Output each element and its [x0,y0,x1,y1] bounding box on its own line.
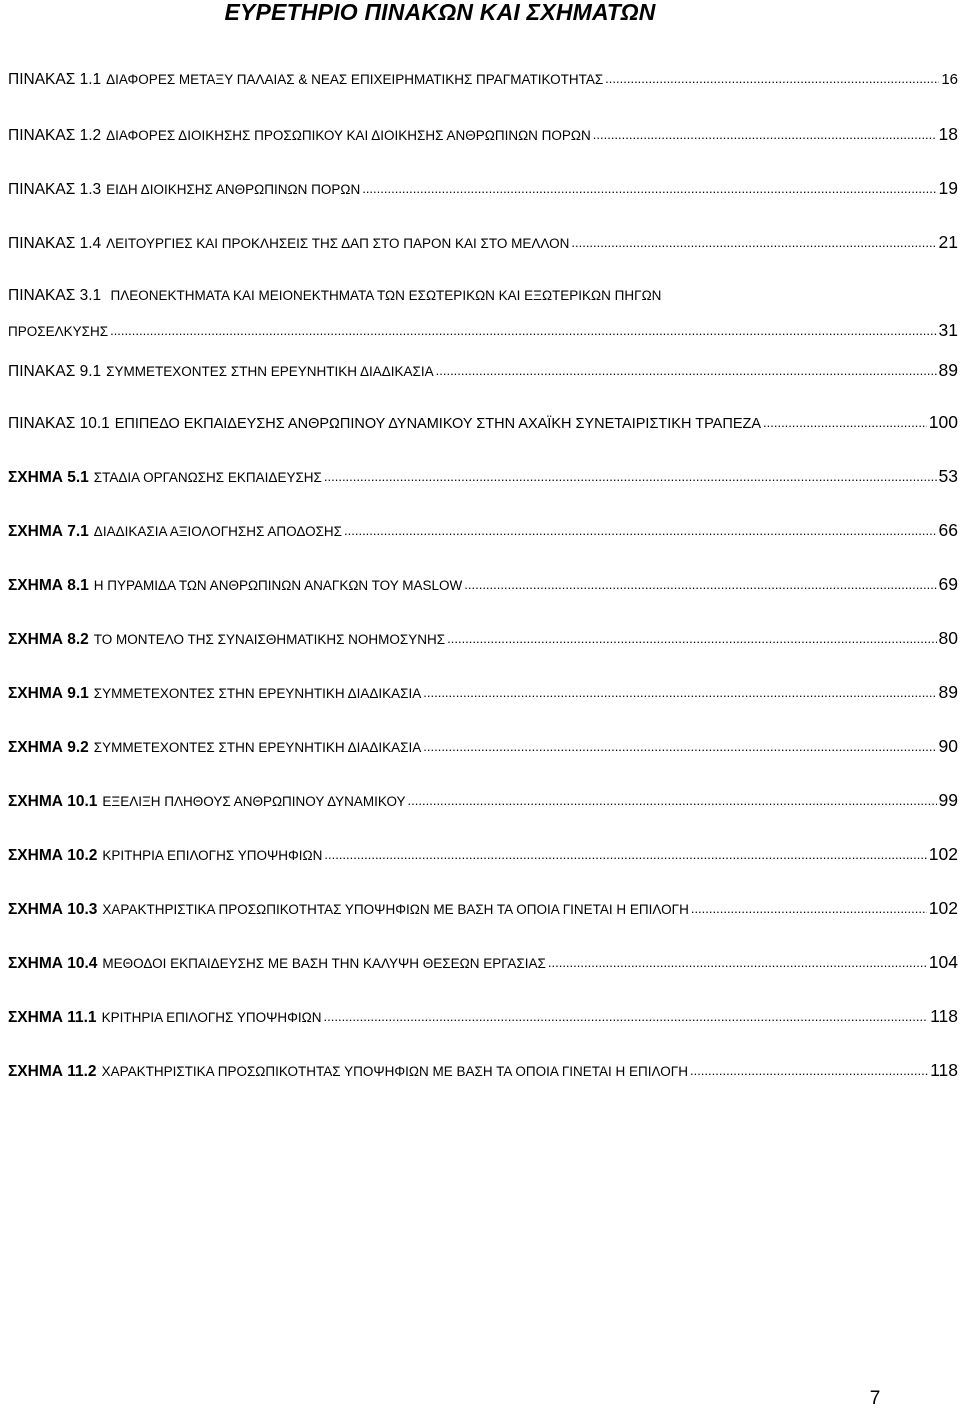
entry-title: ΣΥΜΜΕΤΕΧΟΝΤΕΣ ΣΤΗΝ ΕΡΕΥΝΗΤΙΚΗ ΔΙΑΔΙΚΑΣΙΑ [93,686,422,701]
toc-entry[interactable] [8,124,960,178]
entry-title: ΚΡΙΤΗΡΙΑ ΕΠΙΛΟΓΗΣ ΥΠΟΨΗΦΙΩΝ [101,1010,322,1025]
dot-leader [548,953,927,973]
entry-prefix: ΣΧΗΜΑ 5.1 [8,469,89,486]
entry-prefix: ΣΧΗΜΑ 10.3 [8,901,98,918]
entry-page-number: 89 [938,360,958,380]
toc-entry[interactable] [8,736,960,790]
toc-entry[interactable] [8,1006,960,1060]
entry-page-number: 53 [938,466,958,486]
dot-leader [408,791,937,811]
entry-page-number: 118 [930,1060,958,1080]
dot-leader [763,413,927,433]
entry-page-number: 80 [938,628,958,648]
entry-prefix: ΣΧΗΜΑ 11.2 [8,1063,97,1080]
entry-prefix: ΠΙΝΑΚΑΣ 10.1 [8,415,110,432]
toc-entry[interactable] [8,466,960,520]
entry-page-number: 90 [938,736,958,756]
toc-entry[interactable] [8,412,960,466]
entry-prefix: ΠΙΝΑΚΑΣ 1.1 [8,71,102,88]
entry-prefix: ΣΧΗΜΑ 10.1 [8,793,98,810]
entry-page-number: 99 [938,790,958,810]
dot-leader [690,1061,928,1081]
dot-leader [423,683,936,703]
toc-entry[interactable] [8,898,960,952]
toc-entry[interactable] [8,952,960,1006]
entry-prefix: ΣΧΗΜΑ 9.1 [8,685,89,702]
entry-prefix: ΣΧΗΜΑ 10.2 [8,847,98,864]
entry-prefix: ΣΧΗΜΑ 8.1 [8,577,89,594]
entry-prefix: ΣΧΗΜΑ 8.2 [8,631,89,648]
entry-page-number: 18 [938,124,958,144]
dot-leader [324,845,926,865]
entry-title: ΧΑΡΑΚΤΗΡΙΣΤΙΚΑ ΠΡΟΣΩΠΙΚΟΤΗΤΑΣ ΥΠΟΨΗΦΙΩΝ ΜΕ ΒΑΣΗ ΤΑ ΟΠΟΙΑ ΓΙΝΕΤΑΙ Η ΕΠΙΛΟΓΗ [101,1064,688,1079]
entry-page-number: 69 [938,574,958,594]
entry-title: ΣΥΜΜΕΤΕΧΟΝΤΕΣ ΣΤΗΝ ΕΡΕΥΝΗΤΙΚΗ ΔΙΑΔΙΚΑΣΙΑ [93,740,422,755]
entry-page-number: 21 [938,232,958,252]
entry-page-number: 102 [928,844,958,864]
toc-list [8,70,960,1114]
entry-title: Η ΠΥΡΑΜΙΔΑ ΤΩΝ ΑΝΘΡΩΠΙΝΩΝ ΑΝΑΓΚΩΝ ΤΟΥ MASLOW [93,578,463,593]
dot-leader [593,125,937,145]
toc-entry[interactable] [8,520,960,574]
entry-title: ΧΑΡΑΚΤΗΡΙΣΤΙΚΑ ΠΡΟΣΩΠΙΚΟΤΗΤΑΣ ΥΠΟΨΗΦΙΩΝ ΜΕ ΒΑΣΗ ΤΑ ΟΠΟΙΑ ΓΙΝΕΤΑΙ Η ΕΠΙΛΟΓΗ [102,902,689,917]
entry-title: ΕΞΕΛΙΞΗ ΠΛΗΘΟΥΣ ΑΝΘΡΩΠΙΝΟΥ ΔΥΝΑΜΙΚΟΥ [102,794,406,809]
toc-entry[interactable] [8,178,960,232]
entry-prefix: ΣΧΗΜΑ 9.2 [8,739,89,756]
entry-title: ΛΕΙΤΟΥΡΓΙΕΣ ΚΑΙ ΠΡΟΚΛΗΣΕΙΣ ΤΗΣ ΔΑΠ ΣΤΟ ΠΑΡΟΝ ΚΑΙ ΣΤΟ ΜΕΛΛΟΝ [106,236,570,251]
entry-title: ΕΠΙΠΕΔΟ ΕΚΠΑΙΔΕΥΣΗΣ ΑΝΘΡΩΠΙΝΟΥ ΔΥΝΑΜΙΚΟΥ ΣΤΗΝ ΑΧΑΪΚΗ ΣΥΝΕΤΑΙΡΙΣΤΙΚΗ ΤΡΑΠΕΖΑ [114,416,762,432]
entry-page-number: 89 [938,682,958,702]
entry-title: ΠΛΕΟΝΕΚΤΗΜΑΤΑ ΚΑΙ ΜΕΙΟΝΕΚΤΗΜΑΤΑ ΤΩΝ ΕΣΩΤΕΡΙΚΩΝ ΚΑΙ ΕΞΩΤΕΡΙΚΩΝ ΠΗΓΩΝ [110,288,662,303]
entry-page-number: 16 [941,71,958,88]
dot-leader [571,233,936,253]
dot-leader [464,575,936,595]
entry-prefix: ΣΧΗΜΑ 10.4 [8,955,98,972]
dot-leader [344,521,937,541]
entry-page-number: 104 [928,952,958,972]
entry-page-number: 66 [938,520,958,540]
dot-leader [324,467,937,487]
entry-title: ΚΡΙΤΗΡΙΑ ΕΠΙΛΟΓΗΣ ΥΠΟΨΗΦΙΩΝ [102,848,323,863]
toc-entry[interactable] [8,286,960,360]
dot-leader [423,737,936,757]
entry-title: ΔΙΑΦΟΡΕΣ ΔΙΟΙΚΗΣΗΣ ΠΡΟΣΩΠΙΚΟΥ ΚΑΙ ΔΙΟΙΚΗΣΗΣ ΑΝΘΡΩΠΙΝΩΝ ΠΟΡΩΝ [106,128,591,143]
entry-prefix: ΠΙΝΑΚΑΣ 1.3 [8,181,102,198]
entry-title: ΣΥΜΜΕΤΕΧΟΝΤΕΣ ΣΤΗΝ ΕΡΕΥΝΗΤΙΚΗ ΔΙΑΔΙΚΑΣΙΑ [106,364,434,379]
toc-entry[interactable] [8,628,960,682]
entry-title: ΣΤΑΔΙΑ ΟΡΓΑΝΩΣΗΣ ΕΚΠΑΙΔΕΥΣΗΣ [93,470,322,485]
entry-page-number: 118 [930,1006,958,1026]
entry-title: ΤΟ ΜΟΝΤΕΛΟ ΤΗΣ ΣΥΝΑΙΣΘΗΜΑΤΙΚΗΣ ΝΟΗΜΟΣΥΝΗΣ [93,632,446,647]
entry-prefix: ΠΙΝΑΚΑΣ 1.4 [8,235,102,252]
entry-page-number: 31 [938,320,958,340]
toc-entry[interactable] [8,360,960,412]
dot-leader [362,179,936,199]
entry-title: ΔΙΑΔΙΚΑΣΙΑ ΑΞΙΟΛΟΓΗΣΗΣ ΑΠΟΔΟΣΗΣ [93,524,343,539]
entry-title-continued: ΠΡΟΣΕΛΚΥΣΗΣ [8,324,109,339]
entry-prefix: ΣΧΗΜΑ 11.1 [8,1009,97,1026]
toc-entry[interactable] [8,232,960,286]
dot-leader [447,629,936,649]
toc-entry[interactable] [8,790,960,844]
dot-leader [436,361,937,381]
entry-prefix: ΠΙΝΑΚΑΣ 3.1 [8,287,102,304]
page-number: 7 [869,1388,881,1409]
page-title: ΕΥΡΕΤΗΡΙΟ ΠΙΝΑΚΩΝ ΚΑΙ ΣΧΗΜΑΤΩΝ [224,0,656,25]
entry-prefix: ΠΙΝΑΚΑΣ 1.2 [8,127,102,144]
entry-prefix: ΣΧΗΜΑ 7.1 [8,523,89,540]
entry-prefix: ΠΙΝΑΚΑΣ 9.1 [8,363,102,380]
dot-leader [605,69,939,89]
entry-page-number: 102 [928,898,958,918]
entry-page-number: 19 [938,178,958,198]
entry-page-number: 100 [928,412,958,432]
toc-entry[interactable] [8,70,960,124]
toc-entry[interactable] [8,574,960,628]
toc-entry[interactable] [8,844,960,898]
entry-title: ΕΙΔΗ ΔΙΟΙΚΗΣΗΣ ΑΝΘΡΩΠΙΝΩΝ ΠΟΡΩΝ [106,182,361,197]
toc-entry[interactable] [8,682,960,736]
toc-entry[interactable] [8,1060,960,1114]
entry-title: ΔΙΑΦΟΡΕΣ ΜΕΤΑΞΥ ΠΑΛΑΙΑΣ & ΝΕΑΣ ΕΠΙΧΕΙΡΗΜΑΤΙΚΗΣ ΠΡΑΓΜΑΤΙΚΟΤΗΤΑΣ [106,72,604,87]
dot-leader [110,321,936,341]
dot-leader [324,1007,929,1027]
entry-title: ΜΕΘΟΔΟΙ ΕΚΠΑΙΔΕΥΣΗΣ ΜΕ ΒΑΣΗ ΤΗΝ ΚΑΛΥΨΗ ΘΕΣΕΩΝ ΕΡΓΑΣΙΑΣ [102,956,546,971]
dot-leader [691,899,927,919]
